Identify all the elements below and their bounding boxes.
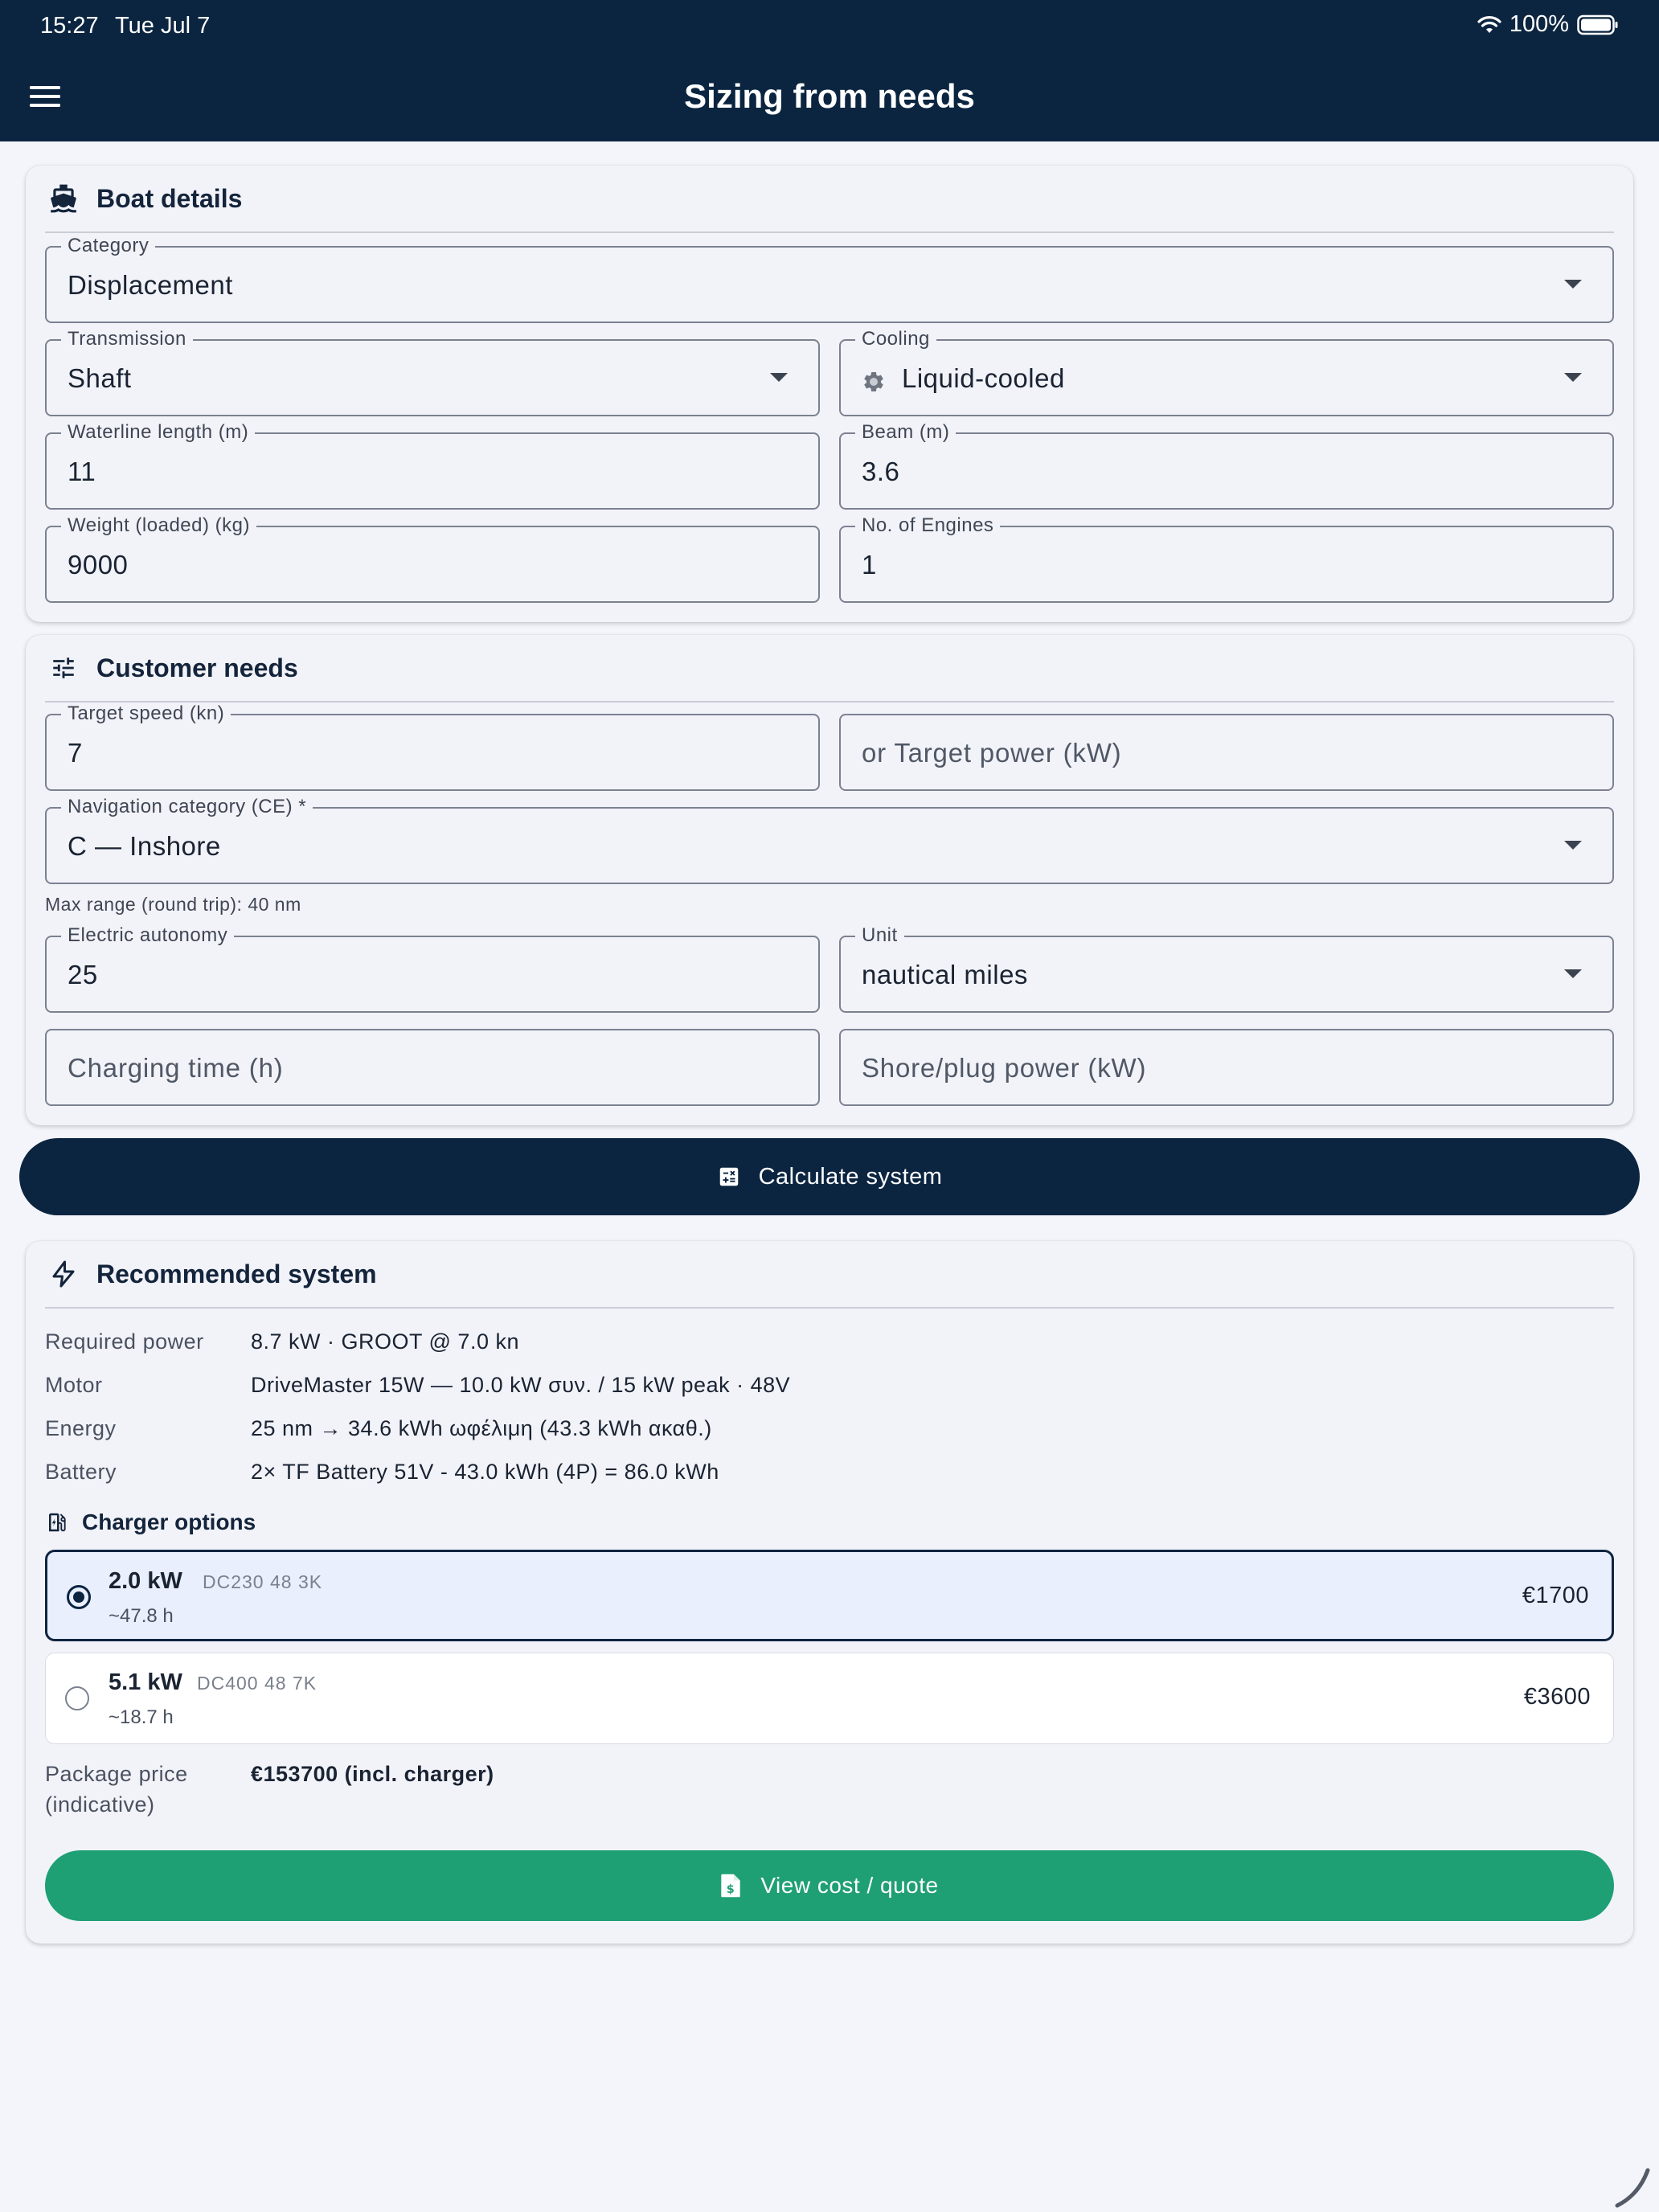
status-right — [1477, 11, 1619, 38]
transmission-value: Shaft — [68, 363, 132, 393]
target-power-field[interactable] — [839, 714, 1614, 791]
corner-swipe-indicator — [1612, 2164, 1653, 2209]
boat-details-title: Boat details — [96, 183, 243, 213]
view-cost-quote-button[interactable] — [45, 1850, 1614, 1921]
category-label: Category — [61, 235, 155, 257]
battery-value: 2× TF Battery 51V - 43.0 kWh (4P) = 86.0 kWh — [251, 1460, 719, 1484]
category-value: Displacement — [68, 270, 233, 300]
waterline-value: 11 — [68, 457, 96, 486]
radio-selected[interactable] — [67, 1585, 91, 1609]
navigation-category-select[interactable] — [45, 796, 1614, 884]
target-power-placeholder: or Target power (kW) — [862, 738, 1122, 768]
engines-value: 1 — [862, 550, 877, 580]
view-cost-quote-label: View cost / quote — [760, 1873, 939, 1898]
svg-text:$: $ — [727, 1883, 735, 1897]
charger-option-2[interactable] — [45, 1653, 1614, 1744]
status-date: Tue Jul 7 — [115, 13, 211, 39]
calculator-icon — [717, 1165, 741, 1189]
customer-needs-header — [45, 635, 1614, 703]
unit-label: Unit — [855, 924, 904, 947]
chevron-down-icon — [1564, 969, 1582, 978]
battery-icon — [1577, 14, 1619, 35]
weight-field[interactable] — [45, 514, 820, 603]
gear-icon — [862, 370, 886, 394]
navigation-category-label: Navigation category (CE) * — [61, 796, 313, 818]
weight-label: Weight (loaded) (kg) — [61, 514, 256, 537]
charger-options-title: Charger options — [82, 1509, 256, 1534]
cooling-select[interactable] — [839, 328, 1614, 416]
calculate-system-button[interactable] — [19, 1138, 1640, 1215]
chevron-down-icon — [1564, 841, 1582, 850]
boat-details-card — [26, 166, 1633, 622]
invoice-icon — [720, 1873, 741, 1899]
charging-time-field[interactable] — [45, 1029, 820, 1106]
electric-autonomy-label: Electric autonomy — [61, 924, 234, 947]
page-title: Sizing from needs — [684, 77, 975, 115]
ev-charger-icon — [45, 1509, 69, 1535]
app-bar — [0, 51, 1659, 141]
chevron-down-icon — [1564, 373, 1582, 382]
battery-key: Battery — [45, 1460, 117, 1484]
charger-power: 5.1 kW — [109, 1669, 182, 1695]
charger-price: €3600 — [1523, 1684, 1591, 1710]
transmission-label: Transmission — [61, 328, 193, 350]
chevron-down-icon — [770, 373, 788, 382]
electric-autonomy-field[interactable] — [45, 924, 820, 1013]
motor-key: Motor — [45, 1373, 103, 1397]
chevron-down-icon — [1564, 280, 1582, 289]
recommended-system-header — [45, 1241, 1614, 1309]
customer-needs-title: Customer needs — [96, 653, 298, 682]
boat-icon — [47, 182, 80, 215]
electric-autonomy-value: 25 — [68, 960, 98, 989]
package-price-key: Package price — [45, 1762, 188, 1786]
status-time: 15:27 — [40, 13, 99, 39]
unit-value: nautical miles — [862, 960, 1028, 989]
charger-hours: ~47.8 h — [109, 1605, 174, 1627]
charger-options-header — [45, 1509, 256, 1535]
energy-key: Energy — [45, 1416, 117, 1440]
beam-field[interactable] — [839, 421, 1614, 510]
calculate-system-label: Calculate system — [758, 1163, 943, 1190]
battery-percent: 100% — [1509, 11, 1569, 37]
package-price-value: €153700 (incl. charger) — [251, 1762, 494, 1786]
required-power-value: 8.7 kW · GROOT @ 7.0 kn — [251, 1329, 519, 1354]
shore-power-placeholder: Shore/plug power (kW) — [862, 1053, 1147, 1083]
bolt-icon — [47, 1257, 80, 1291]
package-price-key-sub: (indicative) — [45, 1792, 155, 1817]
target-speed-label: Target speed (kn) — [61, 703, 231, 725]
charger-price: €1700 — [1522, 1583, 1589, 1608]
category-select[interactable] — [45, 235, 1614, 323]
max-range-hint: Max range (round trip): 40 nm — [45, 894, 301, 915]
beam-value: 3.6 — [862, 457, 900, 486]
boat-details-header — [45, 166, 1614, 233]
navigation-category-value: C — Inshore — [68, 831, 221, 861]
motor-value: DriveMaster 15W — 10.0 kW συν. / 15 kW peak · 48V — [251, 1373, 791, 1397]
beam-label: Beam (m) — [855, 421, 956, 444]
wifi-icon — [1477, 15, 1501, 35]
charger-model: DC400 48 7K — [197, 1673, 317, 1694]
engines-field[interactable] — [839, 514, 1614, 603]
cooling-value: Liquid-cooled — [902, 363, 1065, 393]
engines-label: No. of Engines — [855, 514, 1000, 537]
charger-model: DC230 48 3K — [203, 1571, 323, 1592]
status-bar — [0, 0, 1659, 51]
customer-needs-card — [26, 635, 1633, 1125]
shore-power-field[interactable] — [839, 1029, 1614, 1106]
charger-option-1[interactable] — [45, 1550, 1614, 1641]
radio-unselected[interactable] — [65, 1686, 89, 1710]
transmission-select[interactable] — [45, 328, 820, 416]
charger-power: 2.0 kW — [109, 1568, 182, 1594]
waterline-length-field[interactable] — [45, 421, 820, 510]
tune-icon — [47, 651, 80, 685]
waterline-label: Waterline length (m) — [61, 421, 255, 444]
charger-hours: ~18.7 h — [109, 1706, 174, 1728]
cooling-label: Cooling — [855, 328, 936, 350]
target-speed-value: 7 — [68, 738, 83, 768]
energy-value: 25 nm → 34.6 kWh ωφέλιμη (43.3 kWh ακαθ.) — [251, 1416, 712, 1440]
target-speed-field[interactable] — [45, 703, 820, 791]
recommended-system-title: Recommended system — [96, 1259, 377, 1288]
required-power-key: Required power — [45, 1329, 204, 1354]
unit-select[interactable] — [839, 924, 1614, 1013]
weight-value: 9000 — [68, 550, 129, 580]
charging-time-placeholder: Charging time (h) — [68, 1053, 284, 1083]
